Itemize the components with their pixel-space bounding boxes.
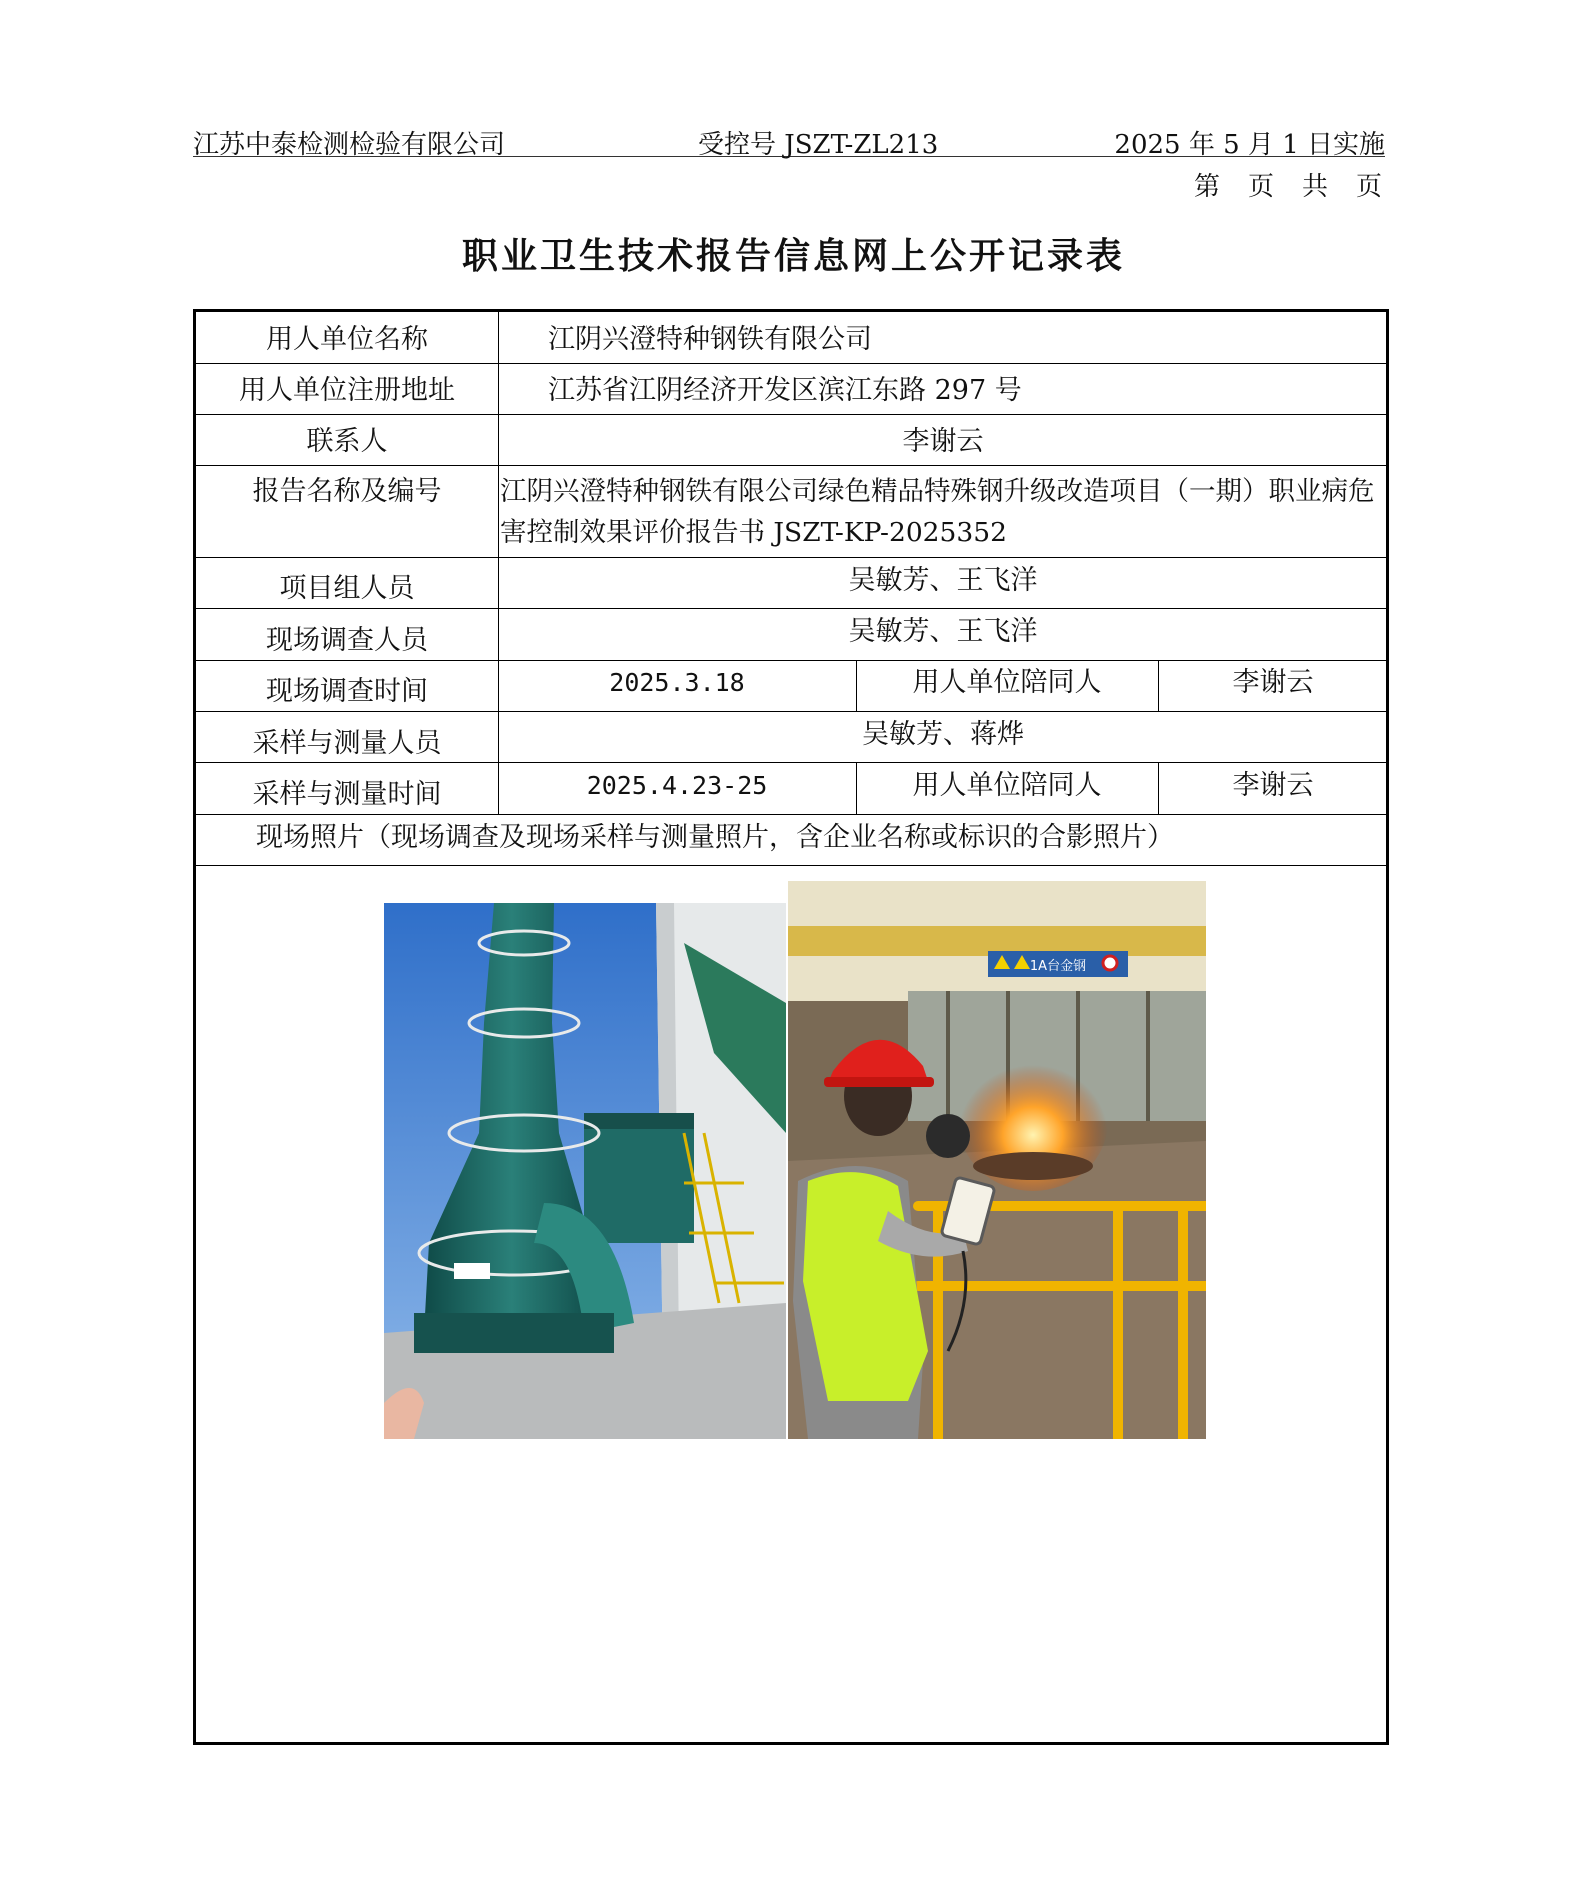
escort-value-1: 李谢云: [1232, 667, 1314, 698]
address-label: 用人单位注册地址: [239, 375, 455, 406]
address-value: 江苏省江阴经济开发区滨江东路 297 号: [548, 375, 1022, 406]
page-number-ye1: 页: [1247, 172, 1276, 202]
page-number-di: 第: [1193, 172, 1222, 202]
page-number: [1194, 166, 1384, 203]
contact-label: 联系人: [306, 426, 388, 457]
escort-label-2: 用人单位陪同人: [912, 770, 1102, 801]
sampling-time-value: 2025.4.23-25: [586, 771, 768, 800]
team-label: 项目组人员: [279, 573, 415, 604]
photos-label: 现场照片（现场调查及现场采样与测量照片，含企业名称或标识的合影照片）: [256, 822, 1174, 853]
sampling-staff-label: 采样与测量人员: [252, 728, 442, 759]
survey-staff-value: 吴敏芳、王飞洋: [848, 616, 1038, 647]
sampling-time-label: 采样与测量时间: [252, 779, 442, 810]
photo-chimney: [384, 903, 786, 1439]
worker-photo-illustration: [788, 881, 1206, 1439]
report-name-line1: 江阴兴澄特种钢铁有限公司绿色精品特殊钢升级改造项目（一期）职业病危: [500, 476, 1375, 507]
row-divider: [196, 557, 1386, 558]
report-name-line2: 害控制效果评价报告书 JSZT-KP-2025352: [500, 517, 1007, 548]
crane-sign-text: 1A台金钢: [1029, 959, 1087, 974]
header-effective-date: 2025 年 5 月 1 日实施: [1114, 130, 1385, 160]
record-table: [193, 309, 1389, 1745]
page-title: 职业卫生技术报告信息网上公开记录表: [461, 236, 1125, 277]
row-divider: [196, 414, 1386, 415]
page-number-gong: 共: [1301, 172, 1330, 202]
survey-time-label: 现场调查时间: [266, 676, 428, 707]
escort-value-2: 李谢云: [1232, 770, 1314, 801]
chimney-photo-illustration: [384, 903, 786, 1439]
row-divider: [196, 465, 1386, 466]
employer-name-value: 江阴兴澄特种钢铁有限公司: [548, 324, 872, 355]
document-header: [193, 122, 1385, 160]
team-value: 吴敏芳、王飞洋: [848, 565, 1038, 596]
employer-name-label: 用人单位名称: [266, 324, 428, 355]
survey-staff-label: 现场调查人员: [266, 625, 428, 656]
contact-value: 李谢云: [902, 426, 984, 457]
row-divider: [196, 865, 1386, 866]
header-company: 江苏中泰检测检验有限公司: [193, 130, 506, 160]
survey-time-value: 2025.3.18: [609, 668, 745, 697]
escort-label-1: 用人单位陪同人: [912, 667, 1102, 698]
header-control-number: 受控号 JSZT-ZL213: [698, 130, 939, 160]
row-divider: [196, 363, 1386, 364]
page-number-ye2: 页: [1355, 172, 1384, 202]
report-label: 报告名称及编号: [252, 476, 442, 507]
photo-worker-measuring: [788, 881, 1206, 1439]
sampling-staff-value: 吴敏芳、蒋烨: [862, 719, 1024, 750]
